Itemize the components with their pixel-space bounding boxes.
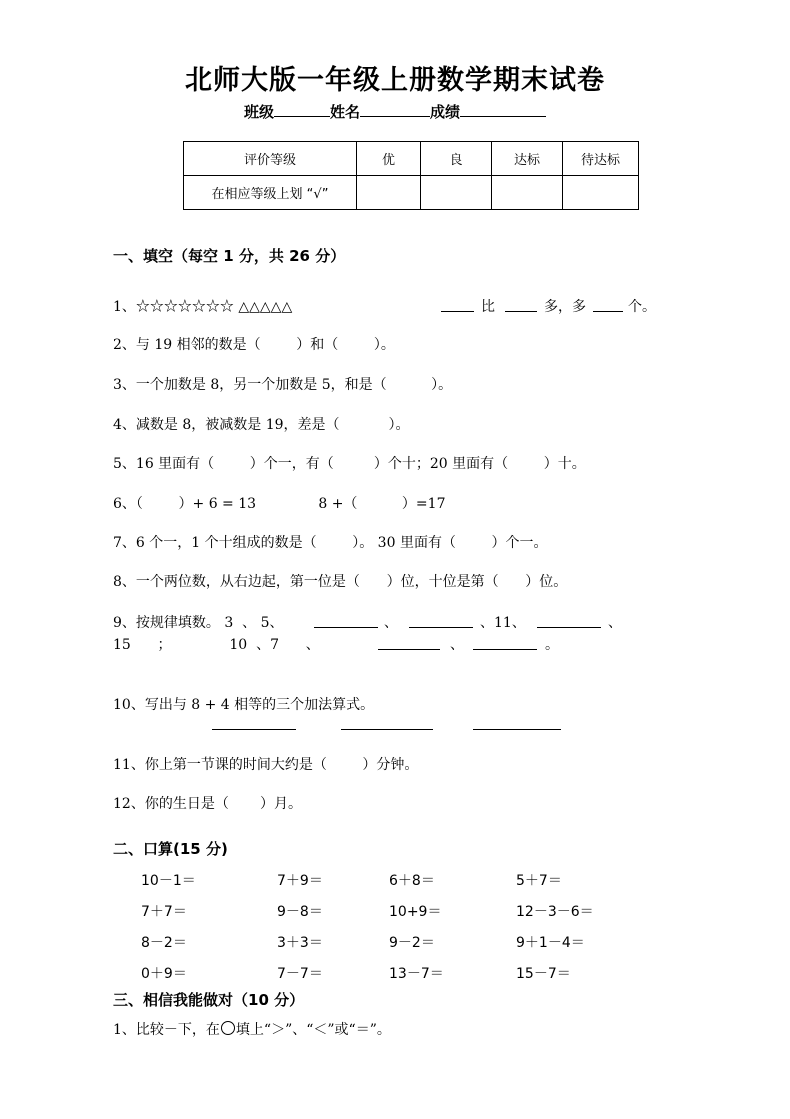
calc-item: 7－7＝ [277, 966, 323, 982]
question-12: 12、你的生日是（ ）月。 [113, 796, 302, 812]
q9-blank-1[interactable] [314, 627, 378, 628]
question-11: 11、你上第一节课的时间大约是（ ）分钟。 [113, 757, 419, 773]
calc-item: 15－7＝ [516, 966, 571, 982]
calc-item: 10+9＝ [389, 904, 442, 920]
calc-item: 3＋3＝ [277, 935, 323, 951]
q10-answer-1[interactable] [212, 729, 296, 730]
calc-item: 6＋8＝ [389, 873, 435, 889]
calc-item: 10－1＝ [141, 873, 196, 889]
q1-bi: 比 [481, 299, 495, 315]
question-8: 8、一个两位数，从右边起，第一位是（ ）位，十位是第（ ）位。 [113, 574, 568, 590]
eval-header-cell: 优 [357, 142, 421, 176]
q10-answer-2[interactable] [341, 729, 433, 730]
q1-duo: 多，多 [544, 299, 586, 315]
name-blank [360, 102, 430, 117]
eval-header-cell: 评价等级 [184, 142, 357, 176]
question-7: 7、6 个一，1 个十组成的数是（ ）。 30 里面有（ ）个一。 [113, 535, 548, 551]
eval-mark-cell[interactable] [492, 176, 563, 210]
q1-number: 1、 [113, 299, 136, 315]
q9-sep-2: 、11、 [480, 615, 526, 631]
q9-sep-3: 、 [608, 615, 622, 631]
question-1 [113, 296, 292, 316]
q1-ge: 个。 [628, 299, 656, 315]
q9-sep-1: 、 [384, 615, 398, 631]
eval-header-cell: 良 [421, 142, 492, 176]
q10-answer-3[interactable] [473, 729, 561, 730]
question-9-line-1: 9、按规律填数。 3 、 5、 [113, 615, 284, 631]
q9-sep-4: 、 [450, 637, 464, 653]
section-3-heading: 三、相信我能做对（10 分） [113, 991, 305, 1009]
eval-mark-cell[interactable] [563, 176, 639, 210]
q9-blank-5[interactable] [473, 649, 537, 650]
triangles-row: △△△△△ [238, 299, 293, 315]
name-label: 姓名 [329, 103, 360, 121]
page-title: 北师大版一年级上册数学期末试卷 [185, 65, 605, 96]
q1-blank-1[interactable] [441, 311, 474, 312]
student-info-line [0, 101, 790, 122]
calc-item: 7＋7＝ [141, 904, 187, 920]
calc-item: 13－7＝ [389, 966, 444, 982]
stars-row: ☆☆☆☆☆☆☆ [135, 299, 234, 315]
eval-header-cell: 待达标 [563, 142, 639, 176]
calc-item: 5＋7＝ [516, 873, 562, 889]
q1-blank-3[interactable] [593, 311, 623, 312]
calc-item: 12－3－6＝ [516, 904, 594, 920]
evaluation-table [183, 141, 639, 210]
circle-icon [221, 1021, 235, 1035]
question-4: 4、减数是 8，被减数是 19，差是（ ）。 [113, 417, 410, 433]
calc-item: 9＋1－4＝ [516, 935, 585, 951]
q9-end: 。 [545, 637, 559, 653]
eval-header-cell: 达标 [492, 142, 563, 176]
eval-mark-cell[interactable] [421, 176, 492, 210]
question-3: 3、一个加数是 8，另一个加数是 5，和是（ ）。 [113, 377, 453, 393]
eval-row-label: 在相应等级上划 “√” [184, 176, 357, 210]
score-blank [460, 102, 546, 117]
evaluation-mark-row [184, 176, 639, 210]
calc-item: 0＋9＝ [141, 966, 187, 982]
question-5: 5、16 里面有（ ）个一，有（ ）个十；20 里面有（ ）十。 [113, 456, 586, 472]
q9-blank-4[interactable] [378, 649, 440, 650]
section-3-question-1 [113, 1019, 391, 1039]
q9-blank-3[interactable] [537, 627, 601, 628]
evaluation-header-row [184, 142, 639, 176]
eval-mark-cell[interactable] [357, 176, 421, 210]
calc-item: 7＋9＝ [277, 873, 323, 889]
calc-item: 9－2＝ [389, 935, 435, 951]
section-1-heading: 一、填空（每空 1 分，共 26 分） [113, 247, 346, 265]
class-label: 班级 [243, 103, 274, 121]
question-9-line-2: 15 ； 10 、7 、 [113, 637, 320, 653]
question-2: 2、与 19 相邻的数是（ ）和（ ）。 [113, 337, 395, 353]
s3-q1-before: 1、比较－下，在 [113, 1022, 220, 1038]
class-blank [274, 102, 330, 117]
s3-q1-after: 填上“＞”、“＜”或“＝”。 [235, 1022, 391, 1038]
q9-blank-2[interactable] [409, 627, 473, 628]
calc-item: 9－8＝ [277, 904, 323, 920]
calc-item: 8－2＝ [141, 935, 187, 951]
score-label: 成绩 [430, 103, 461, 121]
question-10: 10、写出与 8 + 4 相等的三个加法算式。 [113, 697, 375, 713]
question-6: 6、（ ）+ 6 = 13 8 +（ ）=17 [113, 496, 446, 512]
q1-blank-2[interactable] [505, 311, 537, 312]
section-2-heading: 二、口算(15 分) [113, 840, 228, 858]
